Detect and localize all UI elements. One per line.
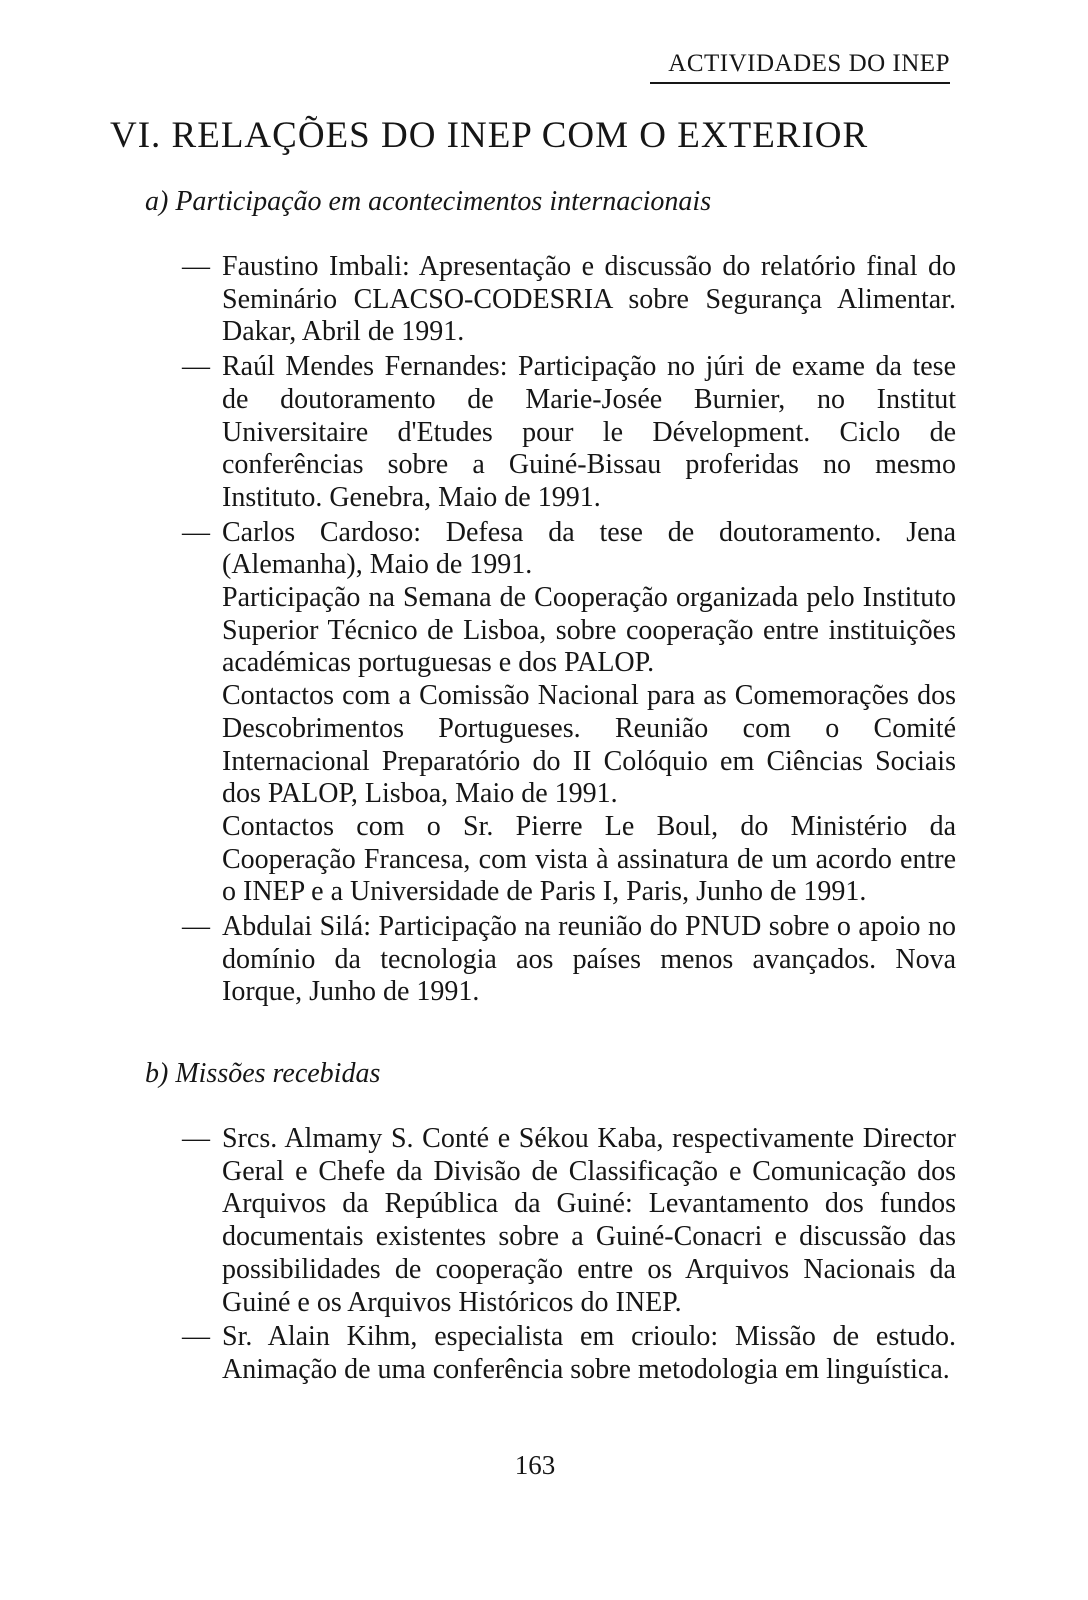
list-item [182, 251, 956, 349]
list-part-b [182, 1123, 956, 1387]
running-head: ACTIVIDADES DO INEP [650, 50, 950, 84]
list-item [182, 911, 956, 1009]
item-paragraph: Abdulai Silá: Participação na reunião do PNUD sobre o apoio no domínio da tecnologia aos países menos avançados. Nova Iorque, Junho de 1991. [222, 911, 956, 1008]
list-part-a [182, 251, 956, 1009]
item-paragraph: Contactos com o Sr. Pierre Le Boul, do Ministério da Cooperação Francesa, com vista à assinatura de um acordo entre o INEP e a Universidade de Paris I, Paris, Junho de 1991. [222, 810, 956, 908]
item-paragraph: Carlos Cardoso: Defesa da tese de doutoramento. Jena (Alemanha), Maio de 1991. [222, 516, 956, 581]
item-paragraph: Participação na Semana de Cooperação organizada pelo Instituto Superior Técnico de Lisboa, sobre cooperação entre instituições académicas portuguesas e dos PALOP. [222, 582, 956, 679]
subheading-part-b: b) Missões recebidas [145, 1058, 381, 1089]
dash-marker: — [182, 911, 210, 943]
item-paragraph: Contactos com a Comissão Nacional para as Comemorações dos Descobrimentos Portugueses. Reunião com o Comité Internacional Preparatório do II Colóquio em Ciências Sociais dos PALOP, Lisboa, Maio de 1991. [222, 680, 956, 810]
item-paragraph: Sr. Alain Kihm, especialista em crioulo: Missão de estudo. Animação de uma conferência sobre metodologia em linguística. [222, 1321, 956, 1385]
item-paragraph: Srcs. Almamy S. Conté e Sékou Kaba, respectivamente Director Geral e Chefe da Divisão de Classificação e Comunicação dos Arquivos da República da Guiné: Levantamento dos fundos documentais existentes sobre a Guiné-Conacri e discussão das possibilidades de cooperação entre os Arquivos Nacionais da Guiné e os Arquivos Históricos do INEP. [222, 1123, 956, 1318]
dash-marker: — [182, 516, 210, 548]
section-title: VI. RELAÇÕES DO INEP COM O EXTERIOR [110, 115, 869, 156]
list-item [182, 351, 956, 515]
list-item [182, 517, 956, 909]
item-paragraph: Raúl Mendes Fernandes: Participação no júri de exame da tese de doutoramento de Marie-Josée Burnier, no Institut Universitaire d'Etudes pour le Dévelopment. Ciclo de conferências sobre a Guiné-Bissau proferidas no mesmo Instituto. Genebra, Maio de 1991. [222, 351, 956, 513]
item-paragraph: Faustino Imbali: Apresentação e discussão do relatório final do Seminário CLACSO-CODESRIA sobre Segurança Alimentar. Dakar, Abril de 1991. [222, 251, 956, 348]
list-item [182, 1123, 956, 1319]
dash-marker: — [182, 251, 210, 282]
dash-marker: — [182, 1123, 210, 1154]
list-item [182, 1321, 956, 1386]
subheading-part-a: a) Participação em acontecimentos internacionais [145, 186, 712, 217]
dash-marker: — [182, 351, 210, 383]
page-number: 163 [514, 1450, 556, 1480]
dash-marker: — [182, 1321, 210, 1353]
